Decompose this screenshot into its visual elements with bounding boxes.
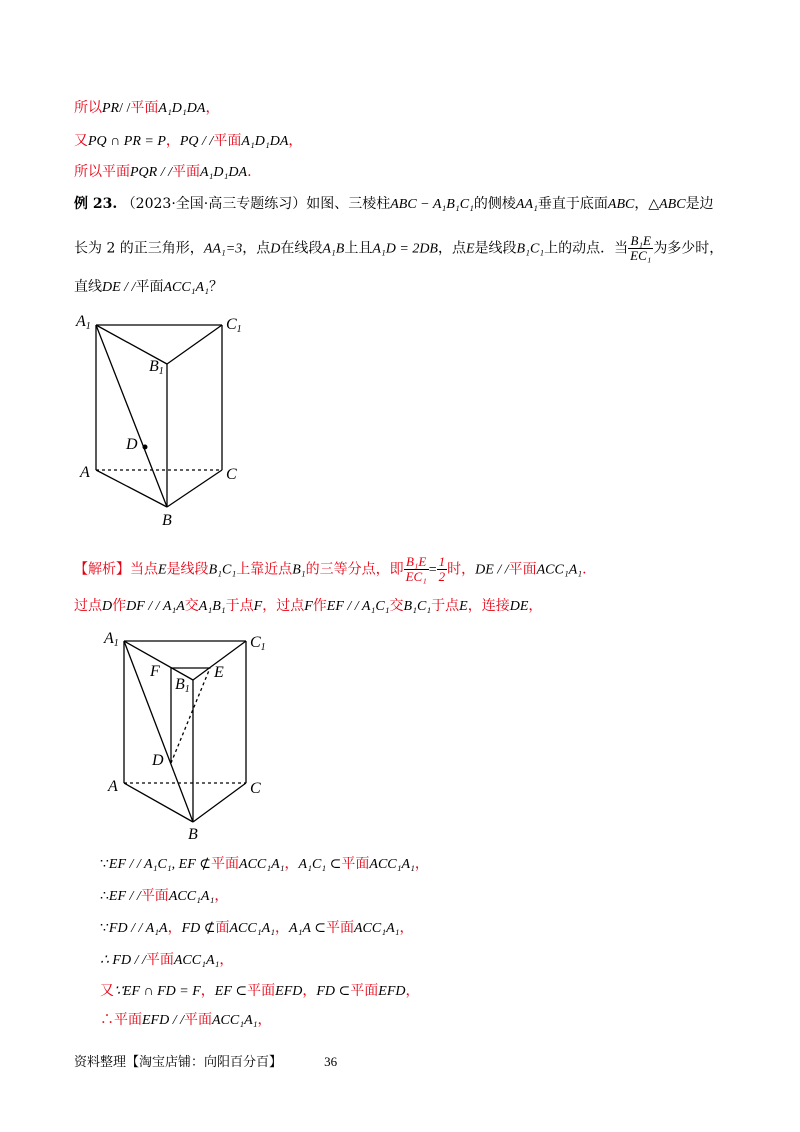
proof-line-3 [100, 918, 413, 939]
frac-num: B₁E [628, 234, 653, 249]
prism-figure-2 [100, 625, 280, 840]
example-line-3 [74, 277, 223, 298]
math: B₁ [292, 562, 306, 578]
text: 长为 2 的正三角形， [74, 240, 204, 257]
text: ， [414, 856, 429, 872]
math: F [304, 599, 313, 614]
text: ，点 [437, 240, 466, 257]
math: EFD / / [142, 1013, 184, 1028]
text: 上且 [344, 240, 373, 257]
text: 的三等分点，即 [305, 561, 404, 578]
math: D [270, 241, 281, 257]
text: 是线段 [474, 240, 517, 257]
text: 平面 [213, 133, 242, 149]
math: ∴ FD / / [100, 953, 146, 968]
text: 又 [100, 983, 114, 999]
math: E [465, 241, 475, 257]
text: 当点 [130, 561, 158, 578]
text: ，过点 [262, 598, 305, 614]
math: A₁B [322, 241, 345, 257]
text: 是线段 [166, 561, 209, 578]
text: ， [200, 983, 215, 999]
math: DE [509, 599, 529, 614]
text: 平面 [140, 888, 169, 904]
math: ACC₁A₁ [369, 857, 415, 872]
text: 面 [215, 920, 230, 936]
math: DF / / A₁A [126, 599, 185, 614]
footer [74, 1051, 337, 1070]
math: ACC₁A₁ [239, 857, 285, 872]
text: 为多少时， [653, 240, 724, 257]
text: 在线段 [280, 240, 323, 257]
text: 平面 [325, 920, 354, 936]
text: ，连接 [467, 598, 510, 614]
text: 过点 [74, 598, 102, 614]
text: 时， [447, 561, 476, 578]
text: ， [284, 856, 299, 872]
label-B1: B1 [149, 358, 164, 377]
text: ， [302, 983, 317, 999]
solution-line-1 [74, 555, 587, 584]
text: 是边 [685, 196, 714, 212]
text: 交 [184, 598, 199, 614]
math: ∵EF ∩ FD = F [114, 984, 201, 999]
text: ？ [208, 279, 223, 295]
math: D [102, 599, 113, 614]
math: ACC₁A₁ [536, 562, 583, 578]
text: 垂直于底面 [537, 196, 608, 212]
text-line-3 [74, 162, 252, 183]
prism-figure-1 [70, 305, 270, 530]
text: 平面 [247, 983, 276, 999]
because: ∵ [100, 921, 109, 936]
text: ，点 [242, 240, 271, 257]
math: ACC₁A₁ [163, 280, 209, 295]
example-line-2 [74, 234, 723, 263]
text: 平面 [145, 952, 174, 968]
math: F [253, 599, 263, 614]
text: 直线 [74, 279, 102, 295]
frac-num: 1 [438, 554, 446, 569]
therefore: ∴ [100, 889, 109, 904]
label-A: A [80, 464, 90, 481]
label-F: F [150, 663, 160, 680]
label-C: C [226, 466, 237, 483]
label-B: B [162, 512, 172, 529]
proof-line-5 [100, 981, 419, 1002]
text: 又 [74, 133, 88, 149]
text: 平面 [184, 1012, 212, 1028]
math: DE / / [102, 280, 136, 295]
math: A₁C₁ ⊂ [298, 857, 342, 872]
footer-text: 资料整理【淘宝店铺：向阳百分百】 [74, 1055, 283, 1070]
math: ABC − A₁B₁C₁ [390, 197, 474, 212]
frac-num: B₁E [404, 555, 429, 570]
math: PR [102, 101, 120, 116]
label-D: D [152, 752, 164, 769]
text: ， [288, 133, 303, 149]
math: A₁D₁DA [158, 101, 206, 116]
math: E [158, 562, 167, 578]
text: 上靠近点 [236, 561, 293, 578]
math: A₁A ⊂ [289, 921, 326, 936]
math: ACC₁A₁ [173, 953, 220, 968]
math: B₁C₁ [208, 562, 237, 578]
text: . [582, 561, 587, 578]
math: △ABC [648, 197, 686, 212]
proof-line-6 [100, 1010, 272, 1031]
text: 上的动点．当 [544, 240, 629, 257]
parallel: / / [119, 101, 131, 116]
math: B₁C₁ [403, 599, 432, 614]
math: PQ ∩ PR = P [88, 134, 166, 149]
text: ， [219, 952, 234, 968]
math: A₁D = 2DB [372, 241, 438, 257]
math: ACC₁A₁ [353, 921, 400, 936]
math: FD ⊄ [181, 921, 216, 936]
text: 所以平面 [74, 164, 130, 180]
fraction-half [437, 555, 448, 584]
math: FD ⊂ [316, 984, 351, 999]
text: 于点 [431, 598, 460, 614]
math: DE / / [475, 562, 509, 578]
label-B1: B1 [175, 676, 190, 695]
frac-den: 2 [438, 569, 446, 584]
label-A1: A1 [104, 630, 119, 649]
text: 平面 [135, 279, 164, 295]
text: ， [165, 133, 180, 149]
math: A₁D₁DA [241, 134, 289, 149]
label-A: A [108, 778, 118, 795]
math: ACC₁A₁ [168, 889, 215, 904]
analysis-tag: 【解析】 [74, 561, 130, 578]
text: ， [167, 920, 182, 936]
math: A₁D₁DA [200, 165, 248, 180]
text: ， [399, 920, 414, 936]
text: 的侧棱 [473, 196, 516, 212]
text: 作 [312, 598, 327, 614]
text: 于点 [225, 598, 254, 614]
math: A₁B₁ [198, 599, 226, 614]
text: 作 [112, 598, 127, 614]
text: （2023·全国·高三专题练习）如图、三棱柱 [121, 196, 391, 212]
math: PQR / / [130, 165, 172, 180]
label-E: E [214, 664, 224, 681]
label-A1: A1 [76, 313, 91, 332]
frac-den: EC₁ [405, 569, 427, 584]
text: 平面 [172, 164, 200, 180]
text: 平面 [211, 856, 240, 872]
frac-den: EC₁ [630, 248, 652, 263]
math: EFD [378, 984, 406, 999]
text: 平面 [350, 983, 379, 999]
text: 平面 [341, 856, 370, 872]
math: ACC₁A₁ [212, 1013, 258, 1028]
label-D: D [126, 436, 138, 453]
text: ∴平面 [100, 1012, 142, 1028]
text: ， [214, 888, 229, 904]
math: EF ⊂ [214, 984, 248, 999]
math: AA₁=3 [203, 241, 243, 257]
math: EF / / [108, 889, 141, 904]
text: ， [528, 598, 543, 614]
example-line-1 [74, 194, 714, 215]
text: . [247, 164, 252, 180]
label-B: B [188, 826, 198, 840]
proof-line-1 [100, 854, 429, 875]
math: EF / / A₁C₁ [326, 599, 390, 614]
math: B₁C₁ [516, 241, 545, 257]
label-C1: C1 [226, 316, 242, 335]
math: EF / / A₁C₁, EF ⊄ [108, 857, 212, 872]
because: ∵ [100, 857, 109, 872]
math: EFD [275, 984, 303, 999]
text: ， [257, 1012, 272, 1028]
label-C: C [250, 780, 261, 797]
text-line-1 [74, 98, 219, 119]
math: FD / / A₁A [108, 921, 168, 936]
math: ABC [607, 197, 635, 212]
text: 所以 [74, 100, 102, 116]
text-line-2 [74, 131, 302, 152]
text: ， [405, 983, 420, 999]
proof-line-4 [100, 950, 233, 971]
solution-line-2 [74, 596, 542, 617]
fraction [404, 555, 429, 584]
math: AA₁ [515, 197, 538, 212]
fraction [628, 234, 653, 263]
math: E [459, 599, 468, 614]
example-label: 例 23. [74, 196, 118, 212]
label-C1: C1 [250, 634, 266, 653]
equals: = [428, 562, 437, 578]
text: 交 [389, 598, 404, 614]
text: ， [205, 100, 220, 116]
text: 平面 [130, 100, 159, 116]
text: 平面 [508, 561, 537, 578]
proof-line-2 [100, 886, 228, 907]
text: ， [634, 196, 649, 212]
math: PQ / / [179, 134, 214, 149]
math: ACC₁A₁ [229, 921, 276, 936]
text: ， [275, 920, 290, 936]
page-number: 36 [324, 1054, 338, 1069]
